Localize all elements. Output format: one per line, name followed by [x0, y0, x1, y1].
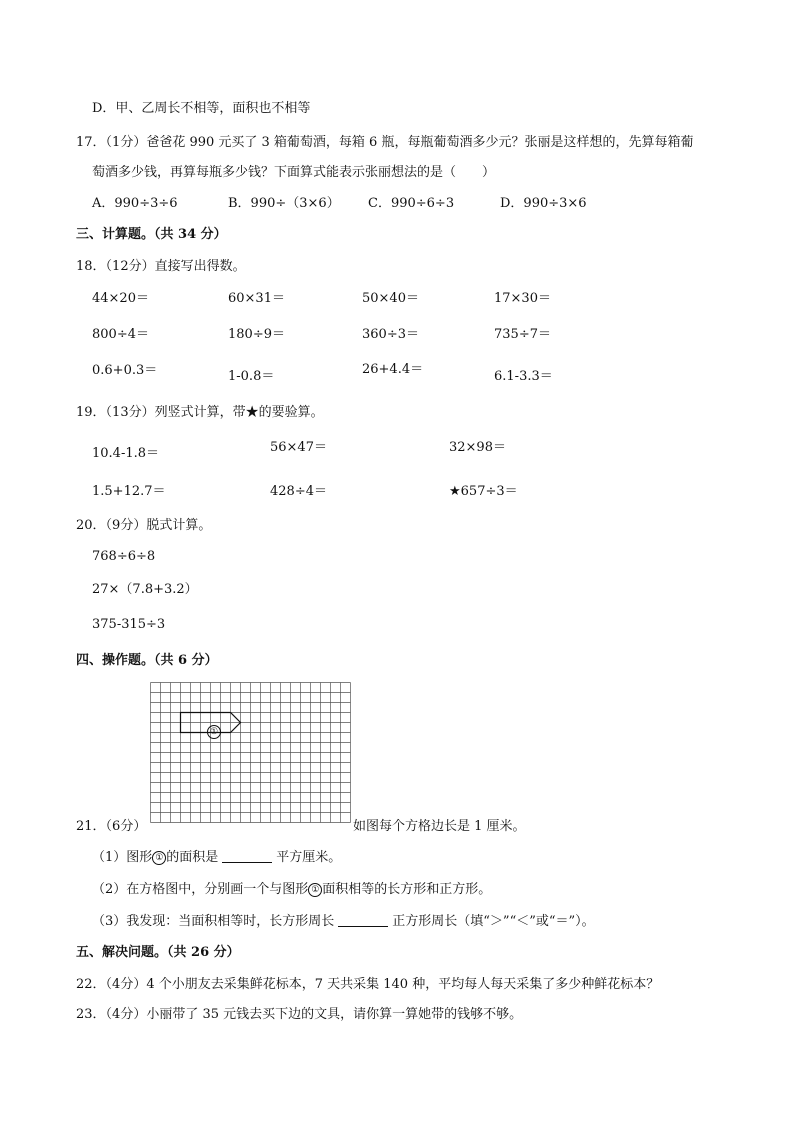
q20-item: 27×（7.8+3.2）	[92, 582, 198, 597]
q18-item: 6.1-3.3＝	[494, 369, 553, 384]
q17-option-a: A．990÷3÷6	[92, 196, 178, 211]
q18-item: 0.6+0.3＝	[92, 363, 158, 378]
section-4-title: 四、操作题。（共 6 分）	[76, 653, 218, 668]
q21-sub3	[92, 914, 595, 930]
q21-grid-caption: 如图每个方格边长是 1 厘米。	[353, 819, 526, 834]
q17-stem-line1: 17．（1分）爸爸花 990 元买了 3 箱葡萄酒，每箱 6 瓶，每瓶葡萄酒多少元？张丽是这样想的，先算每箱葡	[76, 135, 694, 150]
q21-sub1-a: （1）图形	[92, 850, 153, 865]
q23-text: 23．（4分）小丽带了 35 元钱去买下边的文具，请你算一算她带的钱够不够。	[76, 1007, 523, 1022]
q20-stem: 20．（9分）脱式计算。	[76, 518, 212, 533]
q18-item: 800÷4＝	[92, 327, 149, 342]
q22-text: 22．（4分）4 个小朋友去采集鲜花标本，7 天共采集 140 种，平均每人每天采集了多少种鲜花标本？	[76, 977, 660, 992]
q21-label: 21．（6分）	[76, 819, 147, 834]
q19-stem: 19．（13分）列竖式计算，带★的要验算。	[76, 405, 324, 420]
shape-1-ref: ①	[308, 883, 322, 897]
q17-option-d: D．990÷3×6	[500, 196, 587, 211]
section-3-title: 三、计算题。（共 34 分）	[76, 227, 227, 242]
q20-item: 375-315÷3	[92, 617, 166, 632]
q19-item: 1.5+12.7＝	[92, 484, 166, 499]
square-grid-diagram	[150, 682, 351, 827]
q18-item: 1-0.8＝	[228, 369, 275, 384]
q18-item: 26+4.4＝	[362, 362, 424, 377]
q21-sub3-a: （3）我发现：当面积相等时，长方形周长	[92, 914, 335, 929]
shape-1-label: ①	[207, 725, 221, 739]
grid-lines	[151, 683, 351, 823]
q21-sub2-b: 面积相等的长方形和正方形。	[322, 882, 492, 897]
q18-item: 50×40＝	[362, 291, 419, 306]
answer-blank[interactable]	[222, 850, 272, 863]
q21-sub3-b: 正方形周长（填“＞”“＜”或“＝”）。	[392, 914, 595, 929]
q18-item: 735÷7＝	[494, 327, 551, 342]
q17-option-c: C．990÷6÷3	[368, 196, 455, 211]
q21-sub1-b: 的面积是	[166, 850, 219, 865]
q18-item: 360÷3＝	[362, 327, 419, 342]
q18-item: 180÷9＝	[228, 327, 285, 342]
q18-item: 17×30＝	[494, 291, 551, 306]
section-5-title: 五、解决问题。（共 26 分）	[76, 945, 240, 960]
shape-1-ref: ①	[152, 851, 166, 865]
q19-item: 32×98＝	[449, 440, 506, 455]
q21-sub1	[92, 850, 341, 866]
q19-item: ★657÷3＝	[449, 484, 518, 499]
q16-option-d: D．甲、乙周长不相等，面积也不相等	[92, 101, 311, 116]
q19-item: 428÷4＝	[270, 484, 327, 499]
q18-item: 44×20＝	[92, 291, 149, 306]
q19-item: 10.4-1.8＝	[92, 446, 160, 461]
q18-stem: 18．（12分）直接写出得数。	[76, 259, 246, 274]
q20-item: 768÷6÷8	[92, 549, 156, 564]
q21-sub2	[92, 882, 491, 898]
q17-option-b: B．990÷（3×6）	[228, 196, 340, 211]
q21-sub2-a: （2）在方格图中，分别画一个与图形	[92, 882, 309, 897]
q19-item: 56×47＝	[270, 440, 327, 455]
answer-blank[interactable]	[338, 914, 388, 927]
q18-item: 60×31＝	[228, 291, 285, 306]
q21-sub1-c: 平方厘米。	[276, 850, 342, 865]
q17-stem-line2: 萄酒多少钱，再算每瓶多少钱？下面算式能表示张丽想法的是（ ）	[92, 165, 496, 180]
grid-svg	[150, 682, 351, 823]
